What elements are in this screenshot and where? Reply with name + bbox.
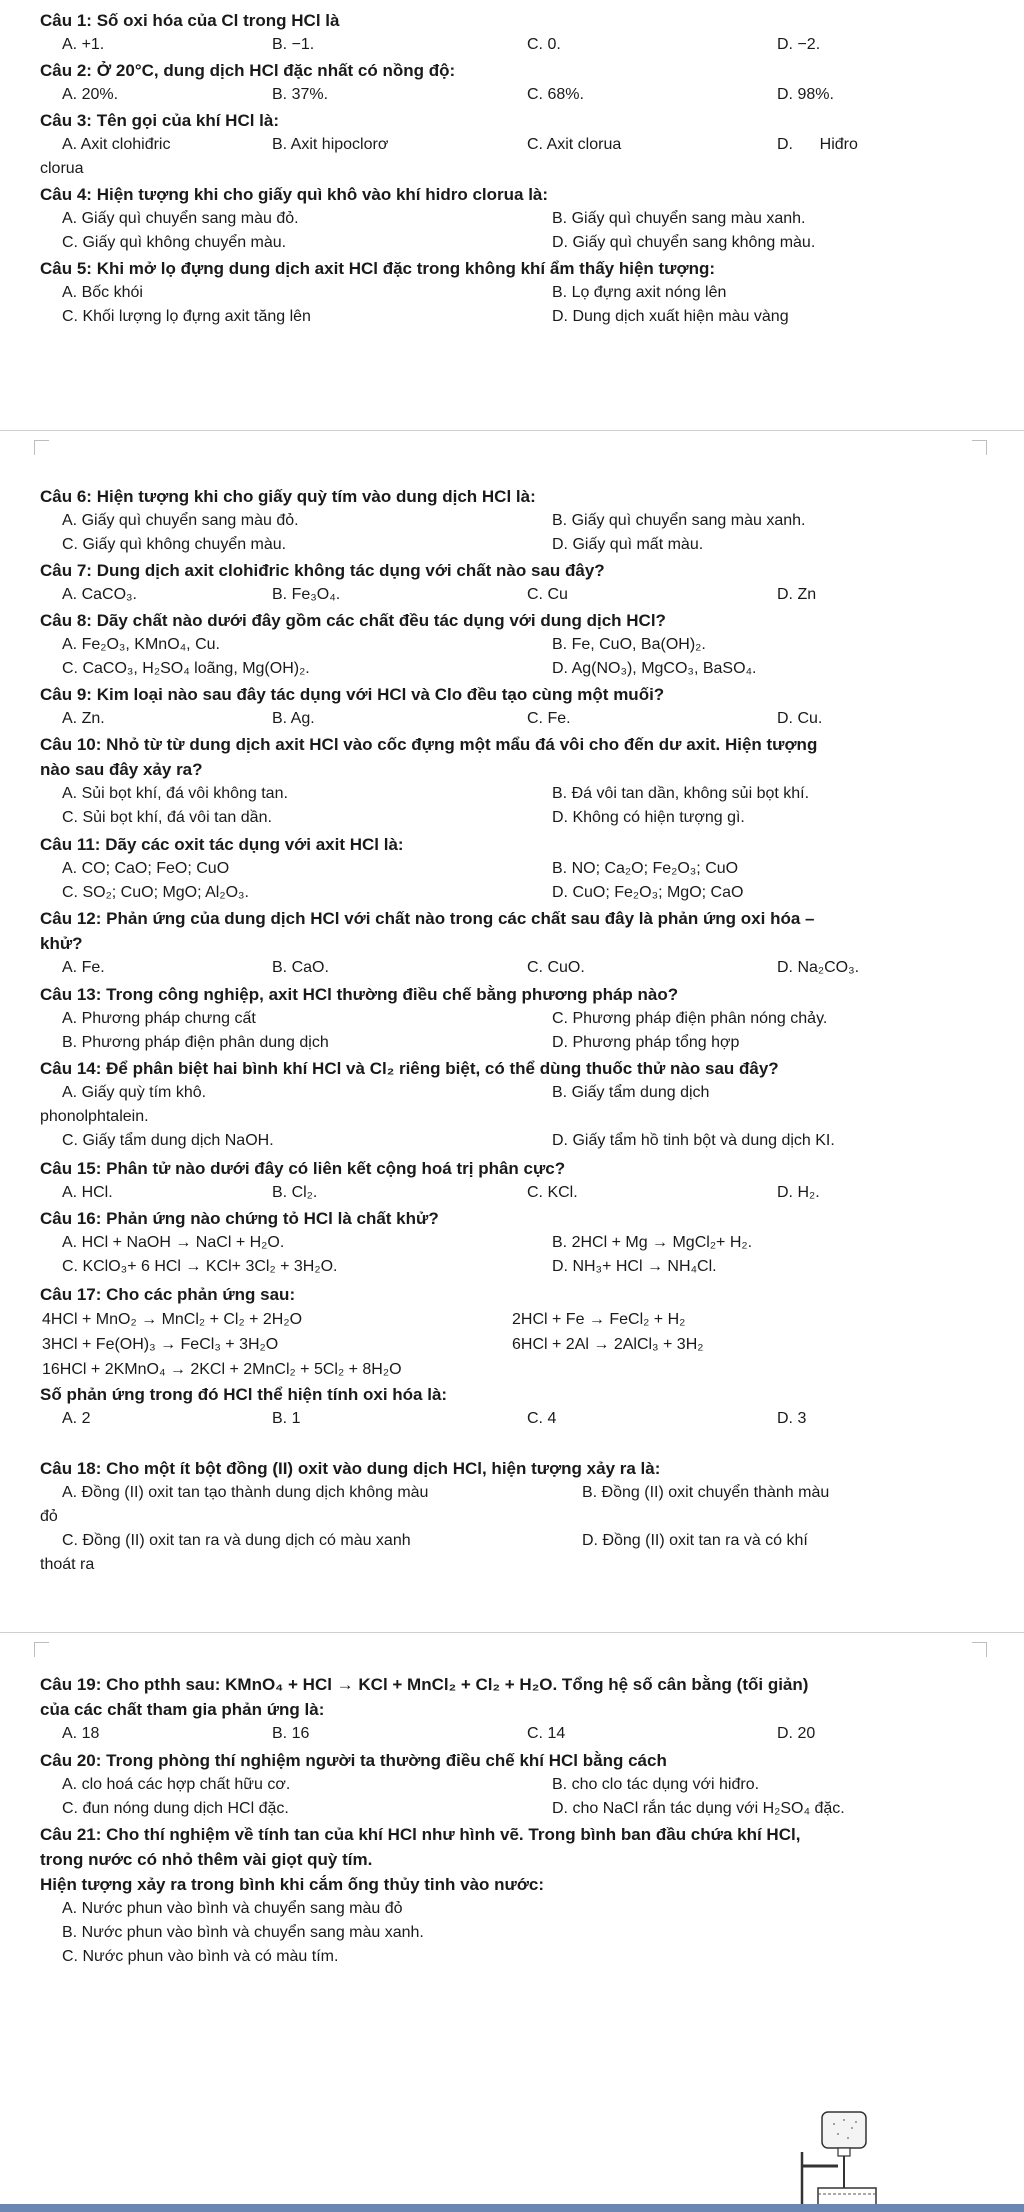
question-label: Câu 15: [40, 1159, 102, 1178]
question-label: Câu 6: [40, 487, 92, 506]
option-b: B. cho clo tác dụng với hiđro. [552, 1776, 760, 1793]
page-divider [0, 430, 1024, 431]
question-label: Câu 4: [40, 185, 92, 204]
question-label: Câu 16: [40, 1209, 102, 1228]
question-11 [40, 832, 990, 905]
option-c: C. SO₂; CuO; MgO; Al₂O₃. [62, 884, 249, 901]
option-a: A. Zn. [62, 710, 105, 727]
question-label: Câu 17: [40, 1285, 102, 1304]
option-c: C. CuO. [527, 959, 585, 976]
option-b: B. Lọ đựng axit nóng lên [552, 284, 727, 301]
option-b: B. Giấy quì chuyển sang màu xanh. [552, 512, 806, 529]
option-c: C. 4 [527, 1410, 557, 1427]
option-c: C. Cu [527, 586, 568, 603]
option-b: B. NO; Ca₂O; Fe₂O₃; CuO [552, 860, 739, 877]
option-d: D. Phương pháp tổng hợp [552, 1034, 740, 1051]
option-c: C. Nước phun vào bình và có màu tím. [62, 1948, 339, 1965]
question-5 [40, 256, 990, 329]
question-text: Trong phòng thí nghiệm người ta thường điều chế khí HCl bằng cách [106, 1751, 667, 1770]
option-c: C. đun nóng dung dịch HCl đặc. [62, 1800, 289, 1817]
question-label: Câu 10: [40, 735, 102, 754]
option-d: D. 3 [777, 1410, 807, 1427]
option-a: A. Fe₂O₃, KMnO₄, Cu. [62, 636, 220, 653]
option-c: C. Đồng (II) oxit tan ra và dung dịch có màu xanh [62, 1532, 411, 1549]
option-c: C. Fe. [527, 710, 571, 727]
question-label: Câu 12: [40, 909, 102, 928]
flask-body [822, 2112, 866, 2148]
option-a: A. HCl + NaOH → NaCl + H₂O. [62, 1234, 285, 1251]
question-13 [40, 982, 990, 1055]
reaction-equation: 4HCl + MnO₂ → MnCl₂ + Cl₂ + 2H₂O [42, 1311, 303, 1328]
option-a: A. 2 [62, 1410, 91, 1427]
option-d: D. cho NaCl rắn tác dụng với H₂SO₄ đặc. [552, 1800, 845, 1817]
question-text: Ở 20°C, dung dịch HCl đặc nhất có nồng độ: [96, 61, 456, 80]
question-label: Câu 8: [40, 611, 92, 630]
question-label: Câu 9: [40, 685, 92, 704]
option-b: B. Fe₃O₄. [272, 586, 341, 603]
option-a: A. 20%. [62, 86, 119, 103]
question-text: Hiện tượng khi cho giấy quì khô vào khí hidro clorua là: [96, 185, 549, 204]
question-text: Số oxi hóa của Cl trong HCl là [96, 11, 340, 30]
page-corner-mark [972, 1642, 987, 1657]
reaction-equation: 16HCl + 2KMnO₄ → 2KCl + 2MnCl₂ + 5Cl₂ + 8H₂O [42, 1361, 402, 1378]
option-d: D. Na₂CO₃. [777, 959, 860, 976]
option-d-continued: thoát ra [40, 1556, 95, 1573]
question-4 [40, 182, 990, 255]
option-b: B. Đá vôi tan dần, không sủi bọt khí. [552, 785, 810, 802]
question-9 [40, 682, 990, 731]
option-d-continued: clorua [40, 160, 84, 177]
question-text: Nhỏ từ từ dung dịch axit HCl vào cốc đựng một mẩu đá vôi cho đến dư axit. Hiện tượng [106, 735, 818, 754]
option-b: B. Axit hipoclorơ [272, 136, 389, 153]
question-16 [40, 1206, 990, 1279]
option-c: C. 68%. [527, 86, 584, 103]
question-14 [40, 1056, 990, 1153]
question-text: Dung dịch axit clohiđric không tác dụng với chất nào sau đây? [96, 561, 605, 580]
option-b: B. 1 [272, 1410, 301, 1427]
option-b: B. Fe, CuO, Ba(OH)₂. [552, 636, 706, 653]
option-b-continued: phonolphtalein. [40, 1108, 149, 1125]
option-c: C. Axit clorua [527, 136, 622, 153]
option-a: A. Bốc khói [62, 284, 143, 301]
question-label: Câu 13: [40, 985, 102, 1004]
question-2 [40, 58, 990, 107]
question-1 [40, 8, 990, 57]
question-text: Cho một ít bột đồng (II) oxit vào dung dịch HCl, hiện tượng xảy ra là: [106, 1459, 661, 1478]
option-a: A. Giấy quỳ tím khô. [62, 1084, 207, 1101]
question-text: Cho các phản ứng sau: [106, 1285, 296, 1304]
option-a: A. CO; CaO; FeO; CuO [62, 860, 230, 877]
option-b: B. Giấy tẩm dung dịch [552, 1084, 710, 1101]
option-a: A. CaCO₃. [62, 586, 137, 603]
question-subtext: Hiện tượng xảy ra trong bình khi cắm ống thủy tinh vào nước: [40, 1875, 545, 1894]
question-12 [40, 906, 990, 980]
option-b: B. CaO. [272, 959, 329, 976]
option-c: C. Giấy quì không chuyển màu. [62, 234, 287, 251]
question-17 [40, 1282, 990, 1431]
option-b: B. Nước phun vào bình và chuyển sang màu xanh. [62, 1924, 424, 1941]
question-text: Để phân biệt hai bình khí HCl và Cl₂ riêng biệt, có thể dùng thuốc thử nào sau đây? [106, 1059, 779, 1078]
question-text: Cho thí nghiệm về tính tan của khí HCl như hình vẽ. Trong bình ban đầu chứa khí HCl, [106, 1825, 801, 1844]
question-text-continued: khử? [40, 934, 83, 953]
question-text: Hiện tượng khi cho giấy quỳ tím vào dung dịch HCl là: [96, 487, 536, 506]
option-c: C. KCl. [527, 1184, 578, 1201]
question-text: Dãy các oxit tác dụng với axit HCl là: [105, 835, 404, 854]
question-text-continued: của các chất tham gia phản ứng là: [40, 1700, 325, 1719]
option-d: D. Đồng (II) oxit tan ra và có khí [582, 1532, 808, 1549]
question-7 [40, 558, 990, 607]
option-a: A. Axit clohiđric [62, 136, 171, 153]
option-c: C. Khối lượng lọ đựng axit tăng lên [62, 308, 311, 325]
option-a: A. Giấy quì chuyển sang màu đỏ. [62, 512, 299, 529]
question-text: Phân tử nào dưới đây có liên kết cộng hoá trị phân cực? [106, 1159, 566, 1178]
option-c: C. 14 [527, 1725, 566, 1742]
option-a: A. Giấy quì chuyển sang màu đỏ. [62, 210, 299, 227]
option-a: A. Nước phun vào bình và chuyển sang màu đỏ [62, 1900, 403, 1917]
option-b: B. −1. [272, 36, 315, 53]
question-text-continued: trong nước có nhỏ thêm vài giọt quỳ tím. [40, 1850, 373, 1869]
reaction-equation: 3HCl + Fe(OH)₃ → FeCl₃ + 3H₂O [42, 1336, 279, 1353]
option-d: D. −2. [777, 36, 821, 53]
question-label: Câu 21: [40, 1825, 102, 1844]
question-label: Câu 2: [40, 61, 92, 80]
question-text: Cho pthh sau: KMnO₄ + HCl → KCl + MnCl₂ + Cl₂ + H₂O. Tổng hệ số cân bằng (tối giản) [106, 1675, 809, 1694]
option-d: D. Không có hiện tượng gì. [552, 809, 745, 826]
question-subtext: Số phản ứng trong đó HCl thể hiện tính oxi hóa là: [40, 1385, 448, 1404]
question-label: Câu 19: [40, 1675, 102, 1694]
page-corner-mark [34, 1642, 49, 1657]
option-a: A. +1. [62, 36, 105, 53]
option-d: D. Giấy tẩm hồ tinh bột và dung dịch KI. [552, 1132, 835, 1149]
question-label: Câu 18: [40, 1459, 102, 1478]
option-b: B. 16 [272, 1725, 310, 1742]
stopper [838, 2148, 850, 2156]
option-d: D. H₂. [777, 1184, 820, 1201]
question-label: Câu 3: [40, 111, 92, 130]
option-d: D. Dung dịch xuất hiện màu vàng [552, 308, 789, 325]
option-d: D. CuO; Fe₂O₃; MgO; CaO [552, 884, 744, 901]
question-21 [40, 1822, 801, 1969]
option-c: C. Giấy tẩm dung dịch NaOH. [62, 1132, 274, 1149]
question-text: Phản ứng của dung dịch HCl với chất nào trong các chất sau đây là phản ứng oxi hóa – [106, 909, 815, 928]
question-text: Kim loại nào sau đây tác dụng với HCl và Clo đều tạo cùng một muối? [96, 685, 665, 704]
option-d: D. 20 [777, 1725, 816, 1742]
option-d: D. NH₃+ HCl → NH₄Cl. [552, 1258, 717, 1275]
bottom-edge-bar [0, 2204, 1024, 2212]
option-a: A. Đồng (II) oxit tan tạo thành dung dịch không màu [62, 1484, 429, 1501]
option-d: D. Giấy quì chuyển sang không màu. [552, 234, 816, 251]
option-d: D. Giấy quì mất màu. [552, 536, 704, 553]
question-label: Câu 14: [40, 1059, 102, 1078]
option-a: A. Sủi bọt khí, đá vôi không tan. [62, 785, 288, 802]
option-c: C. KClO₃+ 6 HCl → KCl+ 3Cl₂ + 3H₂O. [62, 1258, 338, 1275]
option-d: D. 98%. [777, 86, 834, 103]
option-b-continued: đỏ [40, 1508, 58, 1525]
option-c: C. Sủi bọt khí, đá vôi tan dần. [62, 809, 272, 826]
option-b: B. 2HCl + Mg → MgCl₂+ H₂. [552, 1234, 753, 1251]
option-a: A. Phương pháp chưng cất [62, 1010, 256, 1027]
option-b: B. 37%. [272, 86, 329, 103]
option-b: B. Ag. [272, 710, 315, 727]
question-text: Trong công nghiệp, axit HCl thường điều chế bằng phương pháp nào? [106, 985, 679, 1004]
option-b: B. Giấy quì chuyển sang màu xanh. [552, 210, 806, 227]
question-text: Khi mở lọ đựng dung dịch axit HCl đặc trong không khí ẩm thấy hiện tượng: [96, 259, 715, 278]
question-label: Câu 1: [40, 11, 92, 30]
option-a: A. clo hoá các hợp chất hữu cơ. [62, 1776, 291, 1793]
question-text: Dãy chất nào dưới đây gồm các chất đều tác dụng với dung dịch HCl? [96, 611, 666, 630]
fountain-experiment-diagram [788, 2108, 908, 2212]
page-corner-mark [972, 440, 987, 455]
option-d: D. Zn [777, 586, 817, 603]
option-b: B. Phương pháp điện phân dung dịch [62, 1034, 329, 1051]
page-divider [0, 1632, 1024, 1633]
question-label: Câu 11: [40, 835, 101, 854]
option-c: C. CaCO₃, H₂SO₄ loãng, Mg(OH)₂. [62, 660, 310, 677]
question-text-continued: nào sau đây xảy ra? [40, 760, 203, 779]
option-d: D. Hiđro [777, 136, 858, 153]
question-10 [40, 732, 990, 830]
option-b: B. Cl₂. [272, 1184, 318, 1201]
option-d: D. Ag(NO₃), MgCO₃, BaSO₄. [552, 660, 757, 677]
question-6 [40, 484, 990, 557]
option-d: D. Cu. [777, 710, 823, 727]
option-a: A. 18 [62, 1725, 100, 1742]
option-a: A. Fe. [62, 959, 105, 976]
question-text: Tên gọi của khí HCl là: [96, 111, 280, 130]
option-b: B. Đồng (II) oxit chuyển thành màu [582, 1484, 830, 1501]
question-label: Câu 7: [40, 561, 92, 580]
page-corner-mark [34, 440, 49, 455]
option-c: C. Giấy quì không chuyển màu. [62, 536, 287, 553]
reaction-equation: 6HCl + 2Al → 2AlCl₃ + 3H₂ [512, 1336, 704, 1353]
reaction-equation: 2HCl + Fe → FeCl₂ + H₂ [512, 1311, 686, 1328]
question-8 [40, 608, 990, 681]
question-label: Câu 20: [40, 1751, 102, 1770]
question-label: Câu 5: [40, 259, 92, 278]
question-15 [40, 1156, 990, 1205]
question-18 [40, 1456, 990, 1577]
question-20 [40, 1748, 990, 1821]
option-c: C. 0. [527, 36, 561, 53]
option-c: C. Phương pháp điện phân nóng chảy. [552, 1010, 828, 1027]
question-text: Phản ứng nào chứng tỏ HCl là chất khử? [106, 1209, 439, 1228]
question-3 [40, 108, 990, 181]
question-19 [40, 1672, 990, 1746]
option-a: A. HCl. [62, 1184, 113, 1201]
